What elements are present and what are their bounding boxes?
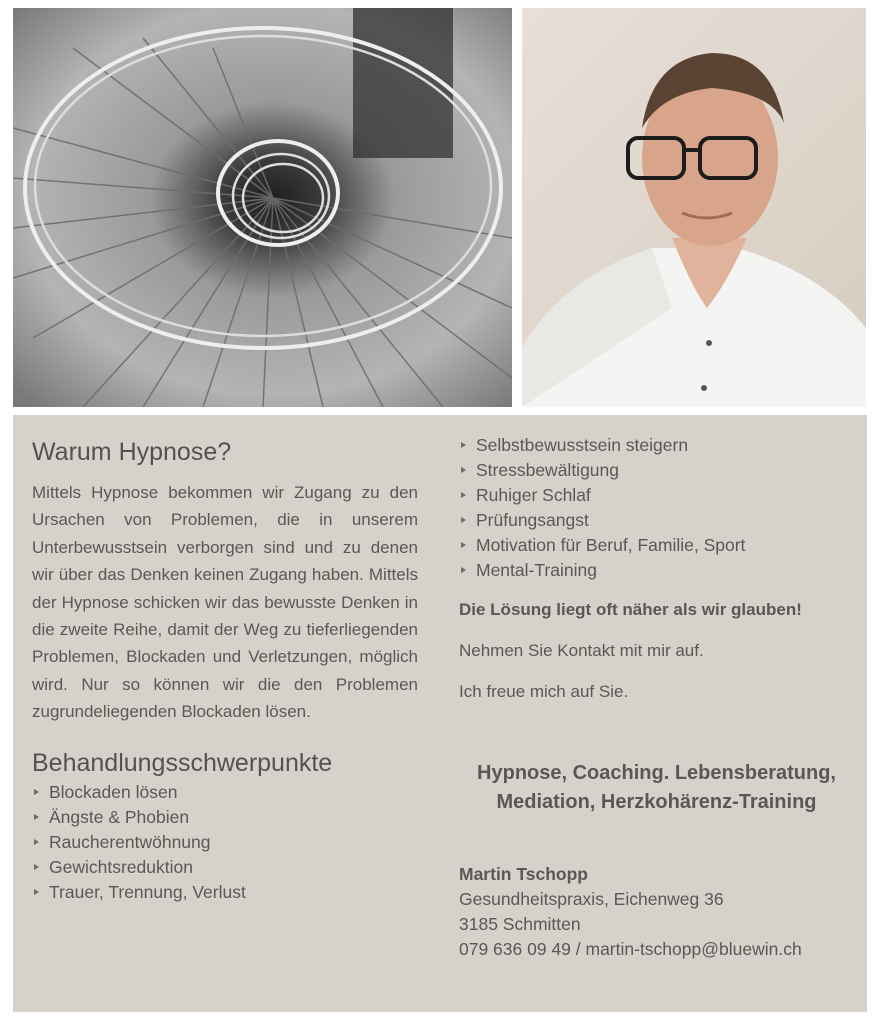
- list-item: Mental-Training: [459, 558, 854, 583]
- list-item: Trauer, Trennung, Verlust: [32, 880, 418, 905]
- focus-list-left: [32, 780, 418, 905]
- why-heading: Warum Hypnose?: [32, 438, 232, 466]
- contact-address: Gesundheitspraxis, Eichenweg 36: [459, 889, 724, 909]
- list-item: Selbstbewusstsein steigern: [459, 433, 854, 458]
- list-item: Raucherentwöhnung: [32, 830, 418, 855]
- greeting-text: Ich freue mich auf Sie.: [459, 682, 629, 701]
- list-item: Stressbewältigung: [459, 458, 854, 483]
- list-item: Gewichtsreduktion: [32, 855, 418, 880]
- services-line-2: Mediation, Herzkohärenz-Training: [496, 791, 817, 813]
- focus-list-right: [459, 433, 854, 583]
- left-column: [32, 435, 418, 905]
- list-item: Blockaden lösen: [32, 780, 418, 805]
- list-item: Ruhiger Schlaf: [459, 483, 854, 508]
- list-item: Ängste & Phobien: [32, 805, 418, 830]
- contact-phone-email: 079 636 09 49 / martin-tschopp@bluewin.ch: [459, 939, 802, 959]
- contact-name: Martin Tschopp: [459, 864, 588, 884]
- contact-city: 3185 Schmitten: [459, 914, 581, 934]
- list-item: Prüfungsangst: [459, 508, 854, 533]
- portrait-illustration: [522, 8, 866, 407]
- right-column: [459, 433, 854, 962]
- services-block: [459, 759, 854, 817]
- content-panel: [13, 415, 867, 1012]
- contact-invite: Nehmen Sie Kontakt mit mir auf.: [459, 641, 704, 660]
- contact-block: [459, 862, 854, 962]
- focus-heading: Behandlungsschwerpunkte: [32, 748, 333, 777]
- list-item: Motivation für Beruf, Familie, Sport: [459, 533, 854, 558]
- services-line-1: Hypnose, Coaching. Lebensberatung,: [477, 762, 836, 784]
- spiral-staircase-photo: [13, 8, 512, 407]
- portrait-photo: [522, 8, 866, 407]
- why-text: Mittels Hypnose bekommen wir Zugang zu den Ursachen von Problemen, die in unserem Unterbewusstsein verborgen sind und zu denen wir über das Denken keinen Zugang haben. Mittels der Hypnose schicken wir das bewusste Denken in die zweite Reihe, damit der Weg zu tieferliegenden Problemen, Blockaden und Verletzungen, möglich wird. Nur so können wir die den Problemen zugrundeliegenden Blockaden lösen.: [32, 483, 418, 722]
- solution-text: Die Lösung liegt oft näher als wir glauben!: [459, 600, 802, 619]
- spiral-staircase-illustration: [13, 8, 512, 407]
